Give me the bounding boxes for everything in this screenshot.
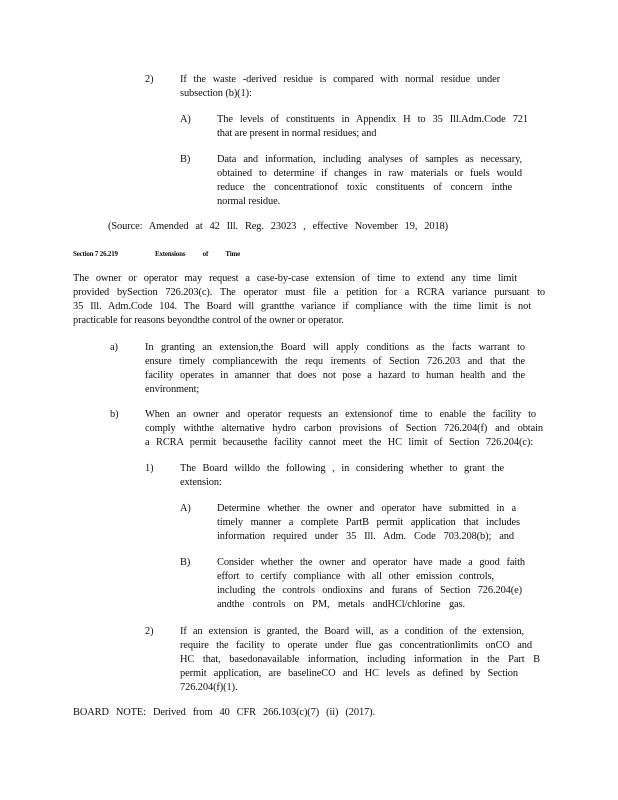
paragraph-line: including the controls ondioxins and furans of Section 726.204(e) — [217, 585, 522, 596]
paragraph-line: 726.204(f)(1). — [180, 682, 238, 693]
paragraph-line: normal residue. — [217, 196, 281, 207]
item-marker: a) — [110, 342, 118, 353]
paragraph-line: permit application, are baselineCO and HC levels as defined by Section — [180, 668, 518, 679]
paragraph-line: Data and information, including analyses of samples as necessary, — [217, 154, 522, 165]
board-note: BOARD NOTE: Derived from 40 CFR 266.103(c)(7) (ii) (2017). — [73, 707, 375, 718]
item-marker: b) — [110, 409, 119, 420]
paragraph-line: The owner or operator may request a case-by-case extension of time to extend any time limit — [73, 273, 517, 284]
paragraph-line: HC that, basedonavailable information, including information in the Part B — [180, 654, 540, 665]
paragraph-line: If an extension is granted, the Board will, as a condition of the extension, — [180, 626, 524, 637]
section-number: Section 7 26.219 — [73, 250, 118, 258]
paragraph-line: information required under 35 Ill. Adm. Code 703.208(b); and — [217, 531, 514, 542]
paragraph-line: provided bySection 726.203(c). The operator must file a petition for a RCRA variance pursuant to — [73, 287, 545, 298]
paragraph-line: In granting an extension,the Board will apply conditions as the facts warrant to — [145, 342, 525, 353]
item-marker: 1) — [145, 463, 154, 474]
paragraph-line: require the facility to operate under flue gas concentrationlimits onCO and — [180, 640, 532, 651]
item-marker: 2) — [145, 74, 154, 85]
paragraph-line: When an owner and operator requests an extensionof time to enable the facility to — [145, 409, 536, 420]
paragraph-line: subsection (b)(1): — [180, 88, 252, 99]
item-marker: 2) — [145, 626, 154, 637]
paragraph-line: obtained to determine if changes in raw materials or fuels would — [217, 168, 522, 179]
item-marker: A) — [180, 114, 191, 125]
paragraph-line: Consider whether the owner and operator have made a good faith — [217, 557, 525, 568]
paragraph-line: extension: — [180, 477, 222, 488]
item-marker: B) — [180, 557, 191, 568]
source-note: (Source: Amended at 42 Ill. Reg. 23023 , effective November 19, 2018) — [108, 221, 448, 232]
paragraph-line: The Board willdo the following , in considering whether to grant the — [180, 463, 504, 474]
paragraph-line: comply withthe alternative hydro carbon provisions of Section 726.204(f) and obtain — [145, 423, 543, 434]
paragraph-line: ensure timely compliancewith the requ irements of Section 726.203 and that the — [145, 356, 525, 367]
paragraph-line: reduce the concentrationof toxic constituents of concern inthe — [217, 182, 512, 193]
paragraph-line: practicable for reasons beyondthe control of the owner or operator. — [73, 315, 344, 326]
item-marker: A) — [180, 503, 191, 514]
paragraph-line: a RCRA permit becausethe facility cannot meet the HC limit of Section 726.204(c): — [145, 437, 533, 448]
paragraph-line: If the waste -derived residue is compared with normal residue under — [180, 74, 500, 85]
section-title: Extensions of Time — [155, 250, 240, 258]
paragraph-line: facility operates in amanner that does not pose a hazard to human health and the — [145, 370, 525, 381]
paragraph-line: effort to certify compliance with all other emission controls, — [217, 571, 494, 582]
paragraph-line: 35 Ill. Adm.Code 104. The Board will grantthe variance if compliance with the time limit is not — [73, 301, 531, 312]
paragraph-line: Determine whether the owner and operator have submitted in a — [217, 503, 516, 514]
paragraph-line: timely manner a complete PartB permit application that includes — [217, 517, 520, 528]
paragraph-line: andthe controls on PM, metals andHCl/chlorine gas. — [217, 599, 465, 610]
paragraph-line: that are present in normal residues; and — [217, 128, 377, 139]
item-marker: B) — [180, 154, 191, 165]
paragraph-line: The levels of constituents in Appendix H to 35 Ill.Adm.Code 721 — [217, 114, 528, 125]
paragraph-line: environment; — [145, 384, 200, 395]
